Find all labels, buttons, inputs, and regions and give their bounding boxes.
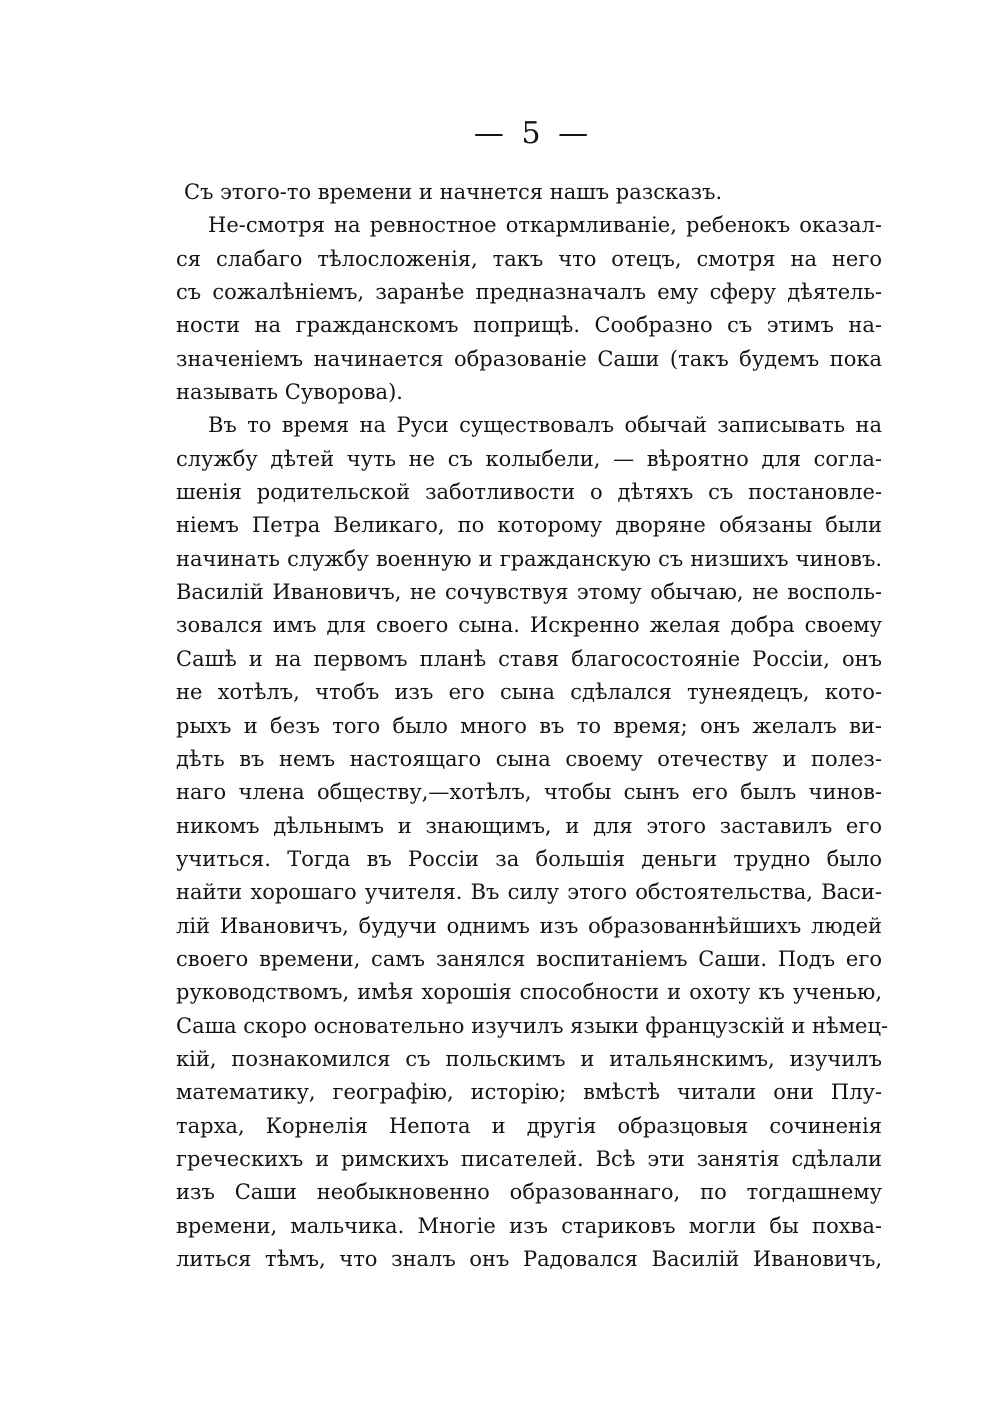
text-line: называть Суворова). [176, 380, 403, 405]
text-line: кій, познакомился съ польскимъ и итальянскимъ, изучилъ [176, 1046, 882, 1071]
text-line: Съ этого-то времени и начнется нашъ разсказъ. [184, 180, 723, 204]
text-line: Въ то время на Руси существовалъ обычай записывать на [208, 413, 882, 438]
text-line: своего времени, самъ занялся воспитаніемъ Саши. Подъ его [176, 946, 882, 971]
text-line: лій Ивановичъ, будучи однимъ изъ образованнѣйшихъ людей [176, 913, 882, 938]
text-line: съ сожалѣніемъ, заранѣе предназначалъ ему сферу дѣятель- [176, 280, 882, 305]
text-line: шенія родительской заботливости о дѣтяхъ съ постановле- [176, 480, 882, 505]
text-line: значеніемъ начинается образованіе Саши (такъ будемъ пока [176, 346, 882, 371]
text-line: дѣть въ немъ настоящаго сына своему отечеству и полез- [176, 746, 882, 771]
text-line: Василій Ивановичъ, не сочувствуя этому обычаю, не восполь- [176, 580, 882, 605]
body-text [176, 176, 889, 1276]
text-line: тарха, Корнелія Непота и другія образцовыя сочиненія [176, 1113, 882, 1138]
text-line: Саша скоро основательно изучилъ языки французскій и нѣмец- [176, 1013, 889, 1038]
text-line: ности на гражданскомъ поприщѣ. Сообразно съ этимъ на- [176, 313, 882, 338]
text-line: начинать службу военную и гражданскую съ низшихъ чиновъ. [176, 546, 882, 571]
text-line: литься тѣмъ, что зналъ онъ Радовался Василій Ивановичъ, [176, 1247, 882, 1271]
text-line: службу дѣтей чуть не съ колыбели, — вѣроятно для согла- [176, 446, 882, 471]
text-line: руководствомъ, имѣя хорошія способности и охоту къ ученью, [176, 980, 882, 1005]
page-number: — 5 — [473, 116, 593, 151]
text-line: математику, географію, исторію; вмѣстѣ читали они Плу- [176, 1080, 882, 1105]
text-line: наго члена обществу,—хотѣлъ, чтобы сынъ его былъ чинов- [176, 780, 882, 805]
text-line: ніемъ Петра Великаго, по которому дворяне обязаны были [176, 513, 882, 538]
text-line: Сашѣ и на первомъ планѣ ставя благосостояніе Россіи, онъ [176, 646, 882, 671]
text-line: учиться. Тогда въ Россіи за большія деньги трудно было [176, 846, 882, 871]
text-line: рыхъ и безъ того было много въ то время; онъ желалъ ви- [176, 713, 882, 738]
text-line: времени, мальчика. Многіе изъ стариковъ могли бы похва- [176, 1213, 882, 1238]
text-line: изъ Саши необыкновенно образованнаго, по тогдашнему [176, 1180, 882, 1205]
text-line: зовался имъ для своего сына. Искренно желая добра своему [176, 613, 882, 638]
text-line: ся слабаго тѣлосложенія, такъ что отецъ, смотря на него [176, 246, 882, 271]
text-line: Не-смотря на ревностное откармливаніе, ребенокъ оказал- [208, 213, 882, 238]
text-line: не хотѣлъ, чтобъ изъ его сына сдѣлался тунеядецъ, кото- [176, 680, 882, 705]
text-line: найти хорошаго учителя. Въ силу этого обстоятельства, Васи- [176, 880, 882, 905]
text-line: греческихъ и римскихъ писателей. Всѣ эти занятія сдѣлали [176, 1146, 882, 1171]
text-line: никомъ дѣльнымъ и знающимъ, и для этого заставилъ его [176, 813, 882, 838]
